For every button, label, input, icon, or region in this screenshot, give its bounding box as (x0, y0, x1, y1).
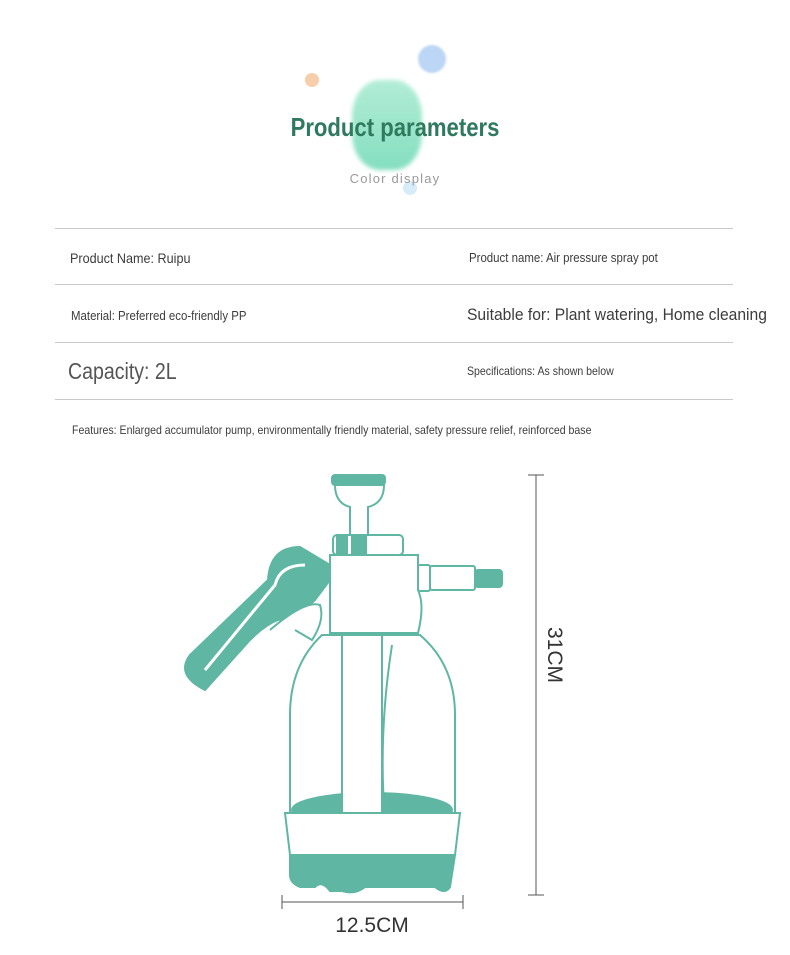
decor-dot-orange (305, 73, 319, 87)
width-dimension (282, 895, 463, 909)
param-suitable-for: Suitable for: Plant watering, Home cleaning (467, 305, 767, 324)
spray-bottle-illustration (0, 455, 790, 955)
param-product-brand: Product Name: Ruipu (70, 250, 191, 266)
page-subtitle: Color display (349, 171, 441, 186)
height-label: 31CM (543, 627, 566, 684)
divider-top (55, 228, 733, 229)
divider-row1 (55, 284, 733, 285)
nozzle-icon (430, 566, 475, 590)
param-material: Material: Preferred eco-friendly PP (71, 308, 247, 323)
pump-handle (335, 485, 384, 535)
pump-knob-icon (332, 475, 385, 485)
bottle-base (290, 855, 455, 892)
page-title: Product parameters (290, 112, 500, 142)
width-label: 12.5CM (335, 914, 409, 937)
height-dimension (528, 475, 544, 895)
param-specifications: Specifications: As shown below (467, 364, 614, 378)
decor-dot-blue (418, 45, 446, 73)
param-product-type: Product name: Air pressure spray pot (469, 250, 658, 265)
param-capacity: Capacity: 2L (68, 358, 177, 384)
param-features: Features: Enlarged accumulator pump, environmentally friendly material, safety pressure relief, reinforced base (72, 423, 592, 437)
divider-row2 (55, 342, 733, 343)
divider-bottom (55, 399, 733, 400)
